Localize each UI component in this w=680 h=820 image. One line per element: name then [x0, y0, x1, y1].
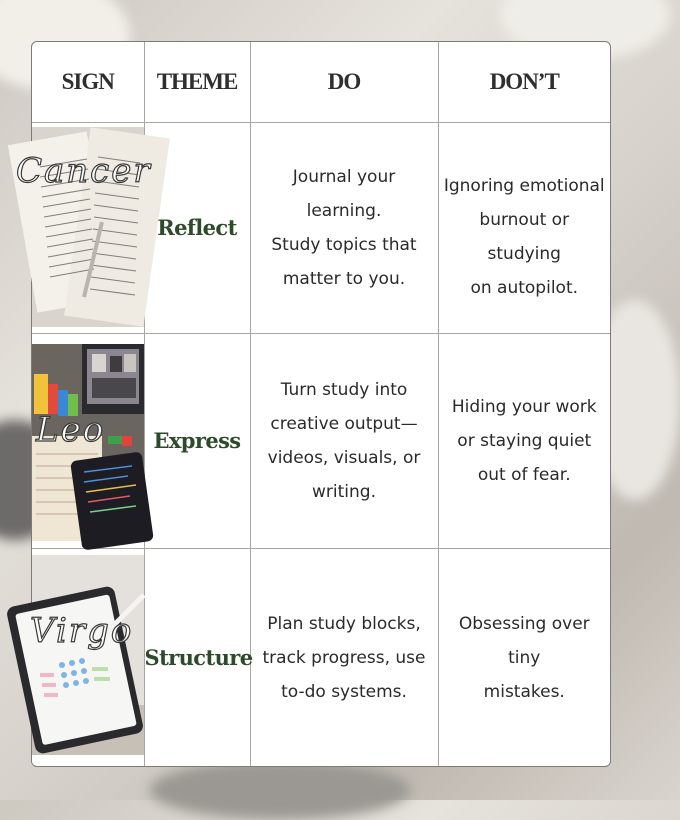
- dont-line: mistakes.: [483, 681, 565, 702]
- do-line: track progress, use: [262, 647, 426, 668]
- journal-photo: [32, 127, 144, 326]
- do-line: creative output—: [270, 413, 418, 434]
- header-do: DO: [250, 42, 438, 123]
- dont-cell-virgo: [438, 549, 610, 766]
- background-blur: [150, 760, 410, 820]
- study-sign-table-card: [16, 41, 611, 767]
- dont-line: on autopilot.: [470, 278, 579, 299]
- do-line: Study topics that: [271, 234, 417, 255]
- table-row-cancer: [32, 123, 610, 333]
- do-line: matter to you.: [282, 268, 406, 289]
- sign-name-cancer: Cancer: [16, 151, 152, 192]
- do-cell-cancer: [250, 123, 438, 333]
- sign-cell-cancer: [16, 123, 152, 333]
- theme-structure: Structure: [144, 549, 250, 766]
- tablet-planner-image: [32, 555, 144, 755]
- desk-photo: [32, 344, 144, 540]
- theme-express: Express: [144, 333, 250, 548]
- do-cell-virgo: [250, 549, 438, 766]
- planner-photo: [32, 555, 144, 756]
- dont-line: Hiding your work: [451, 396, 597, 417]
- table-row-leo: [32, 333, 610, 548]
- dont-line: Ignoring emotional: [443, 176, 605, 197]
- theme-reflect: Reflect: [144, 123, 250, 333]
- do-line: to-do systems.: [281, 681, 407, 702]
- do-line: Turn study into: [280, 379, 408, 400]
- table-row-virgo: [32, 549, 610, 766]
- sign-cell-virgo: [32, 549, 144, 766]
- sign-cell-leo: [32, 333, 144, 548]
- header-dont: DON’T: [438, 42, 610, 123]
- header-row: [32, 42, 610, 123]
- open-journal-image: [32, 127, 144, 327]
- do-line: Plan study blocks,: [267, 613, 421, 634]
- dont-line: out of fear.: [477, 464, 571, 485]
- dont-line: Obsessing over tiny: [458, 613, 590, 668]
- do-line: Journal your learning.: [292, 166, 396, 221]
- dont-line: burnout or studying: [479, 210, 570, 265]
- desk-tablet-image: [32, 344, 144, 541]
- header-sign: SIGN: [32, 42, 144, 123]
- do-cell-leo: [250, 333, 438, 548]
- dont-cell-leo: [438, 333, 610, 548]
- do-line: videos, visuals, or: [267, 447, 421, 468]
- sign-name-virgo: Virgo: [30, 611, 134, 652]
- header-theme: THEME: [144, 42, 250, 123]
- dont-cell-cancer: [438, 123, 610, 333]
- sign-name-leo: Leo: [36, 409, 106, 450]
- dont-line: or staying quiet: [457, 430, 592, 451]
- study-sign-table: [16, 42, 610, 766]
- do-line: writing.: [312, 481, 376, 502]
